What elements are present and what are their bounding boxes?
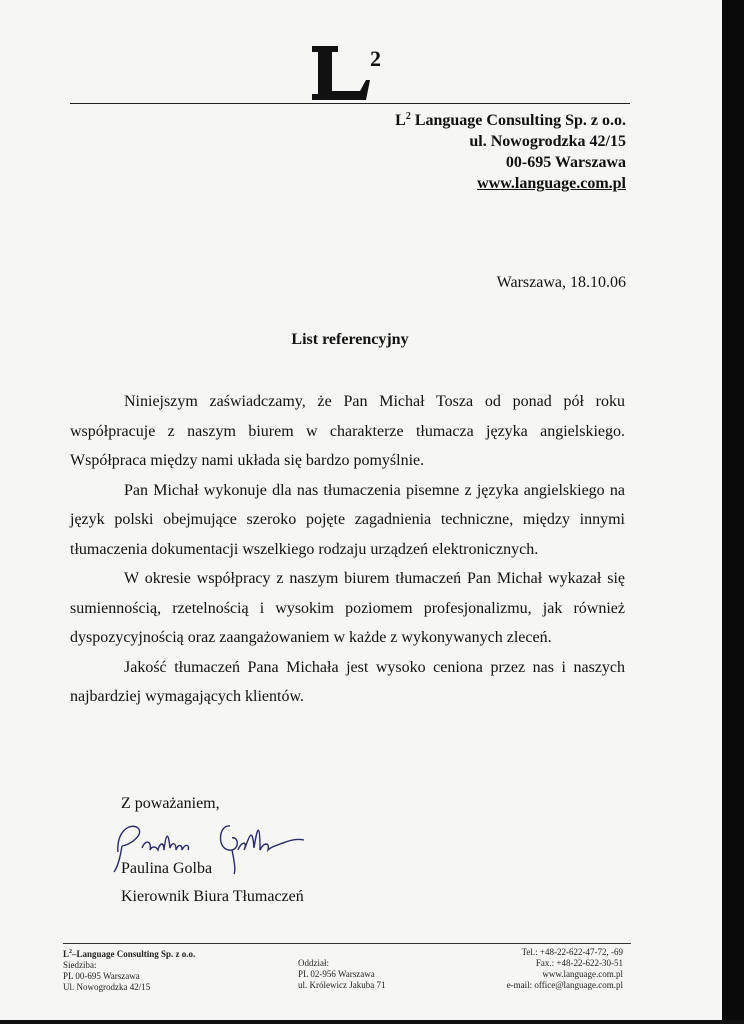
footer-branch bbox=[298, 947, 385, 991]
company-website: www.language.com.pl bbox=[477, 175, 626, 192]
letter-body bbox=[70, 387, 625, 712]
letter-closing: Z poważaniem, bbox=[121, 795, 220, 812]
header-rule bbox=[70, 103, 630, 104]
company-street: ul. Nowogrodzka 42/15 bbox=[469, 133, 626, 150]
signer-role: Kierownik Biura Tłumaczeń bbox=[121, 888, 304, 905]
footer-web: www.language.com.pl bbox=[542, 969, 623, 979]
paragraph: Niniejszym zaświadczamy, że Pan Michał Tosza od ponad pół roku współpracuje z naszym biurem w charakterze tłumacza języka angielskiego. Współpraca między nami układa się bardzo pomyślnie. bbox=[70, 393, 625, 469]
signer-name: Paulina Golba bbox=[121, 860, 213, 877]
footer-contact bbox=[507, 947, 623, 991]
company-logo bbox=[308, 44, 388, 102]
footer-email: e-mail: office@language.com.pl bbox=[506, 980, 623, 990]
letter-date: Warszawa, 18.10.06 bbox=[496, 274, 626, 291]
footer-branch-label: Oddział: bbox=[298, 958, 329, 968]
company-city: 00-695 Warszawa bbox=[505, 154, 626, 171]
footer-seat bbox=[63, 947, 195, 993]
footer-seat-street: Ul. Nowogrodzka 42/15 bbox=[63, 982, 151, 992]
footer-tel: Tel.: +48-22-622-47-72, -69 bbox=[521, 947, 623, 957]
footer-company-name: $L^2$–Language Consulting Sp. z o.o. bbox=[63, 949, 196, 959]
scan-edge-right bbox=[722, 0, 744, 1024]
footer-branch-street: ul. Królewicz Jakuba 71 bbox=[298, 980, 386, 990]
paragraph: Pan Michał wykonuje dla nas tłumaczenia pisemne z języka angielskiego na język polski obejmujące szeroko pojęte zagadnienia techniczne, między innymi tłumaczenia dokumentacji wszelkiego rodzaju urządzeń elektronicznych. bbox=[70, 481, 625, 558]
footer-rule bbox=[63, 943, 631, 944]
company-name: $L^2$ Language Consulting Sp. z o.o. bbox=[395, 111, 626, 129]
letter-title: List referencyjny bbox=[291, 331, 409, 348]
paragraph: W okresie współpracy z naszym biurem tłumaczeń Pan Michał wykazał się sumiennością, rzetelnością i wysokim poziomem profesjonalizmu, jak również dyspozycyjnością oraz zaangażowaniem w każde z wykonywanych zleceń. bbox=[70, 570, 625, 646]
paragraph: Jakość tłumaczeń Pana Michała jest wysoko ceniona przez nas i naszych najbardziej wymagających klientów. bbox=[70, 658, 625, 705]
footer-seat-label: Siedziba: bbox=[63, 960, 97, 970]
logo-superscript: 2 bbox=[370, 46, 381, 71]
company-address-block bbox=[395, 106, 626, 194]
footer-seat-city: PL 00-695 Warszawa bbox=[63, 971, 140, 981]
footer-branch-city: PL 02-956 Warszawa bbox=[298, 969, 375, 979]
scan-edge-bottom bbox=[0, 1020, 744, 1024]
footer-fax: Fax.: +48-22-622-30-51 bbox=[535, 958, 623, 968]
